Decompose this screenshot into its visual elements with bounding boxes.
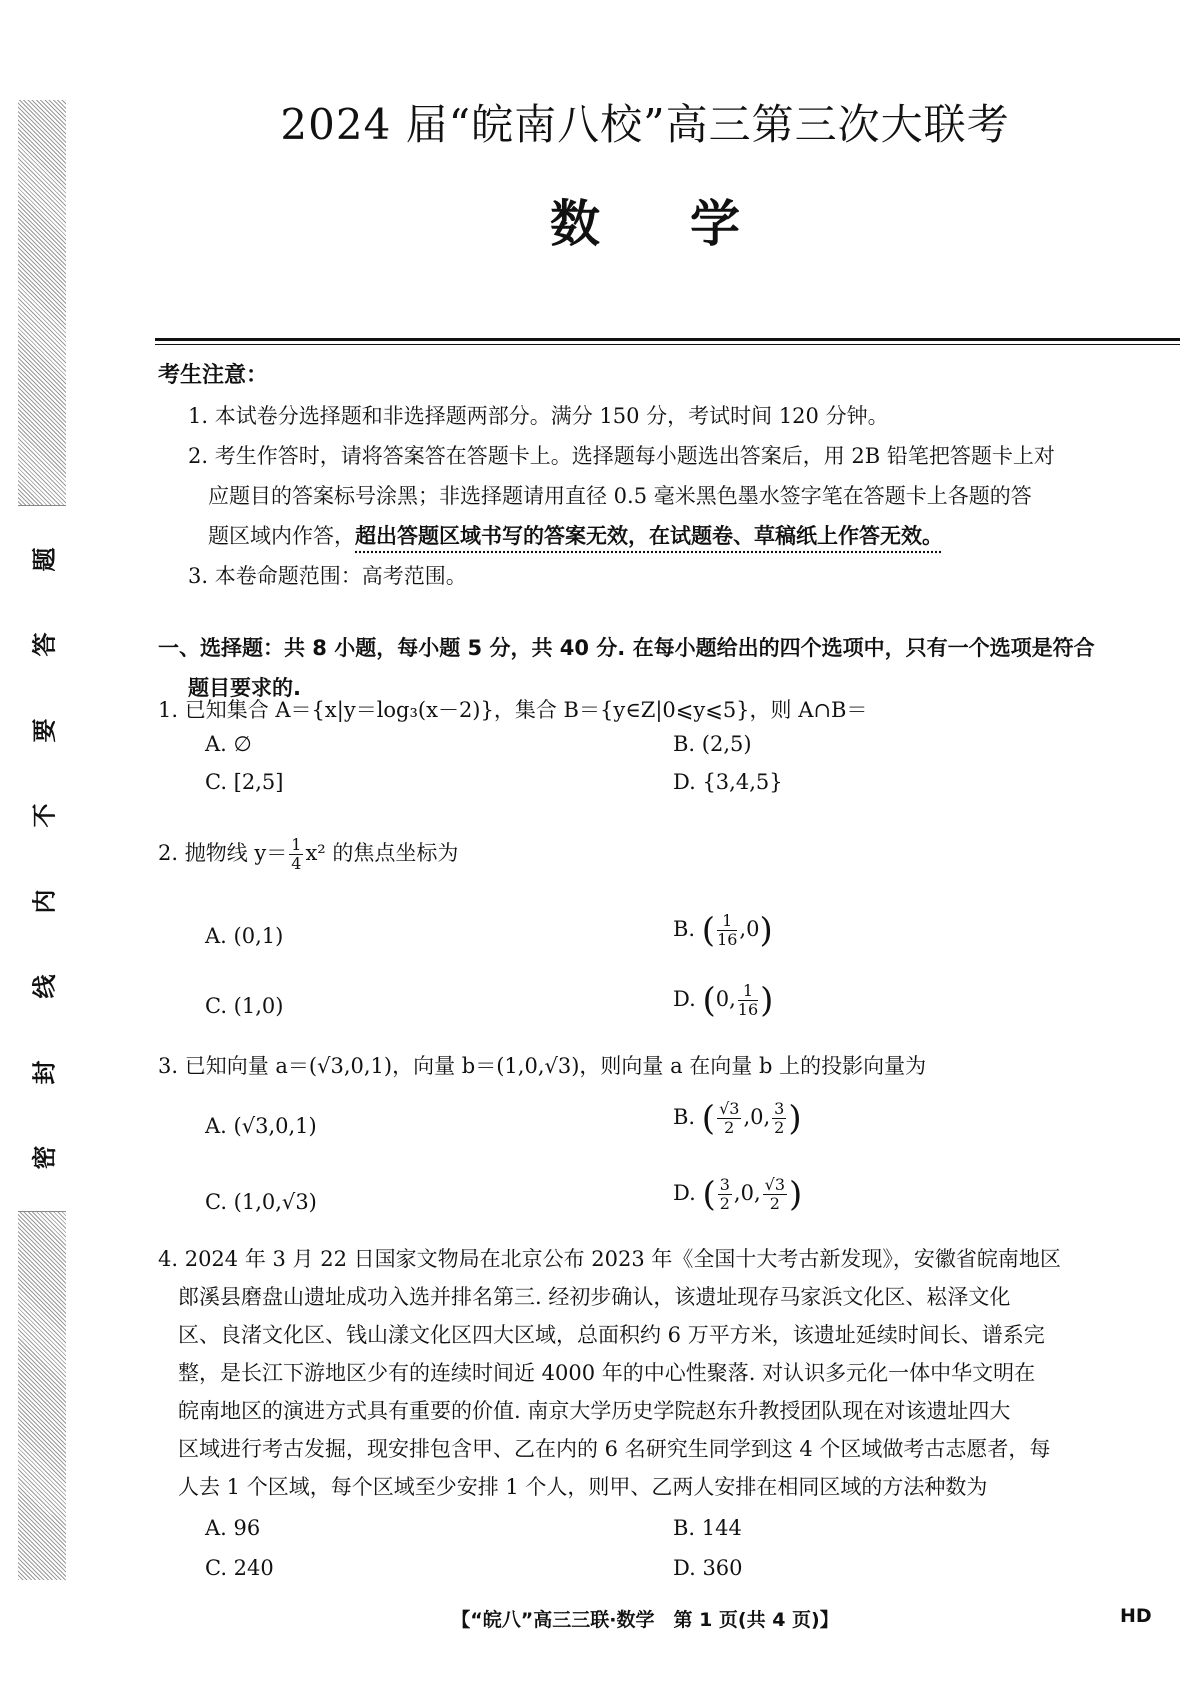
notice-item-3: 3. 本卷命题范围：高考范围。 <box>188 564 467 588</box>
q4-line: 区、良渚文化区、钱山漾文化区四大区域，总面积约 6 万平方米，该遗址延续时间长、谱系完 <box>178 1323 1045 1347</box>
header-rule-thin <box>155 344 1180 345</box>
q2-option-a: A. (0,1) <box>205 924 284 948</box>
q4-option-b: B. 144 <box>673 1516 742 1540</box>
notice-emphasis: 超出答题区域书写的答案无效，在试题卷、草稿纸上作答无效。 <box>355 524 943 548</box>
seal-char: 不 <box>30 803 59 828</box>
q1-option-b: B. (2,5) <box>673 732 752 756</box>
q1-option-c: C. [2,5] <box>205 770 284 794</box>
question-4-options <box>205 1516 1155 1596</box>
seal-char: 线 <box>30 974 59 999</box>
q4-option-d: D. 360 <box>673 1556 743 1580</box>
q3-option-a: A. (√3,0,1) <box>205 1114 317 1138</box>
q1-option-d: D. {3,4,5} <box>673 770 783 794</box>
seal-char: 封 <box>30 1060 59 1085</box>
notice-item-2-line-2: 应题目的答案标号涂黑；非选择题请用直径 0.5 毫米黑色墨水签字笔在答题卡上各题的答 <box>208 484 1032 508</box>
q2-option-b: B. ( $\frac{1}{16}$ ,0) <box>673 910 773 951</box>
question-3-stem: 3. 已知向量 a＝(√3,0,1)，向量 b＝(1,0,√3)，则向量 a 在向量 b 上的投影向量为 <box>158 1054 927 1078</box>
q4-line: 人去 1 个区域，每个区域至少安排 1 个人，则甲、乙两人安排在相同区域的方法种数为 <box>178 1475 988 1499</box>
question-2-stem: 2. 抛物线 y＝ $\frac{1}{4}$ x² 的焦点坐标为 <box>158 835 459 873</box>
seal-char: 题 <box>30 547 59 572</box>
q2-option-c: C. (1,0) <box>205 994 284 1018</box>
q4-option-c: C. 240 <box>205 1556 274 1580</box>
notice-heading: 考生注意： <box>158 363 269 388</box>
subject-title: 数学 <box>550 195 830 253</box>
q4-option-a: A. 96 <box>205 1516 261 1540</box>
seal-char: 内 <box>30 889 59 914</box>
question-3-options <box>205 1100 1155 1220</box>
question-4-stem <box>158 1240 1188 1506</box>
q1-option-a: A. ∅ <box>205 732 252 756</box>
header-rule <box>155 338 1180 341</box>
notice-item-2 <box>158 436 1183 556</box>
q2-option-d: D. (0, $\frac{1}{16}$ ) <box>673 980 774 1021</box>
footer-code: HD <box>1120 1605 1152 1627</box>
seal-char: 答 <box>30 632 59 657</box>
q4-line: 区域进行考古发掘，现安排包含甲、乙在内的 6 名研究生同学到这 4 个区域做考古志愿者，每 <box>178 1437 1051 1461</box>
page-footer: 【“皖八”高三三联·数学 第 1 页(共 4 页)】 <box>451 1609 839 1631</box>
question-1-options <box>205 732 1155 812</box>
seal-char: 密 <box>30 1145 59 1170</box>
exam-title: 2024 届“皖南八校”高三第三次大联考 <box>280 100 1010 149</box>
q3-option-b: B. ( $\frac{√3}{2}$ ,0, $\frac{3}{2}$ ) <box>673 1098 802 1139</box>
question-1-stem: 1. 已知集合 A＝{x|y＝log₃(x－2)}，集合 B＝{y∈Z|0⩽y⩽5}，则 A∩B＝ <box>158 698 868 722</box>
section-1-line-1: 一、选择题：共 8 小题，每小题 5 分，共 40 分. 在每小题给出的四个选项中，只有一个选项是符合 <box>158 636 1095 660</box>
candidate-notice <box>158 356 1183 596</box>
q2-fraction: $\frac{1}{4}$ <box>291 835 302 873</box>
q3-option-c: C. (1,0,√3) <box>205 1190 317 1214</box>
q4-line: 整，是长江下游地区少有的连续时间近 4000 年的中心性聚落. 对认识多元化一体中华文明在 <box>178 1361 1036 1385</box>
notice-item-2-line-1: 2. 考生作答时，请将答案答在答题卡上。选择题每小题选出答案后，用 2B 铅笔把答题卡上对 <box>188 444 1055 468</box>
seal-char: 要 <box>30 718 59 743</box>
q3-option-d: D. ( $\frac{3}{2}$ ,0, $\frac{√3}{2}$ ) <box>673 1174 803 1215</box>
section-1-line-2: 题目要求的. <box>188 676 301 700</box>
seal-line-box <box>18 505 66 1212</box>
notice-item-1: 1. 本试卷分选择题和非选择题两部分。满分 150 分，考试时间 120 分钟。 <box>188 404 889 428</box>
q4-line: 皖南地区的演进方式具有重要的价值. 南京大学历史学院赵东升教授团队现在对该遗址四大 <box>178 1399 1011 1423</box>
q4-line: 4. 2024 年 3 月 22 日国家文物局在北京公布 2023 年《全国十大考古新发现》，安徽省皖南地区 <box>158 1247 1061 1271</box>
exam-header <box>150 92 1140 256</box>
q4-line: 郎溪县磨盘山遗址成功入选并排名第三. 经初步确认，该遗址现存马家浜文化区、崧泽文化 <box>178 1285 1011 1309</box>
question-2-options <box>205 912 1155 1022</box>
notice-item-2-line-3: 题区域内作答，超出答题区域书写的答案无效，在试题卷、草稿纸上作答无效。 <box>208 524 943 548</box>
